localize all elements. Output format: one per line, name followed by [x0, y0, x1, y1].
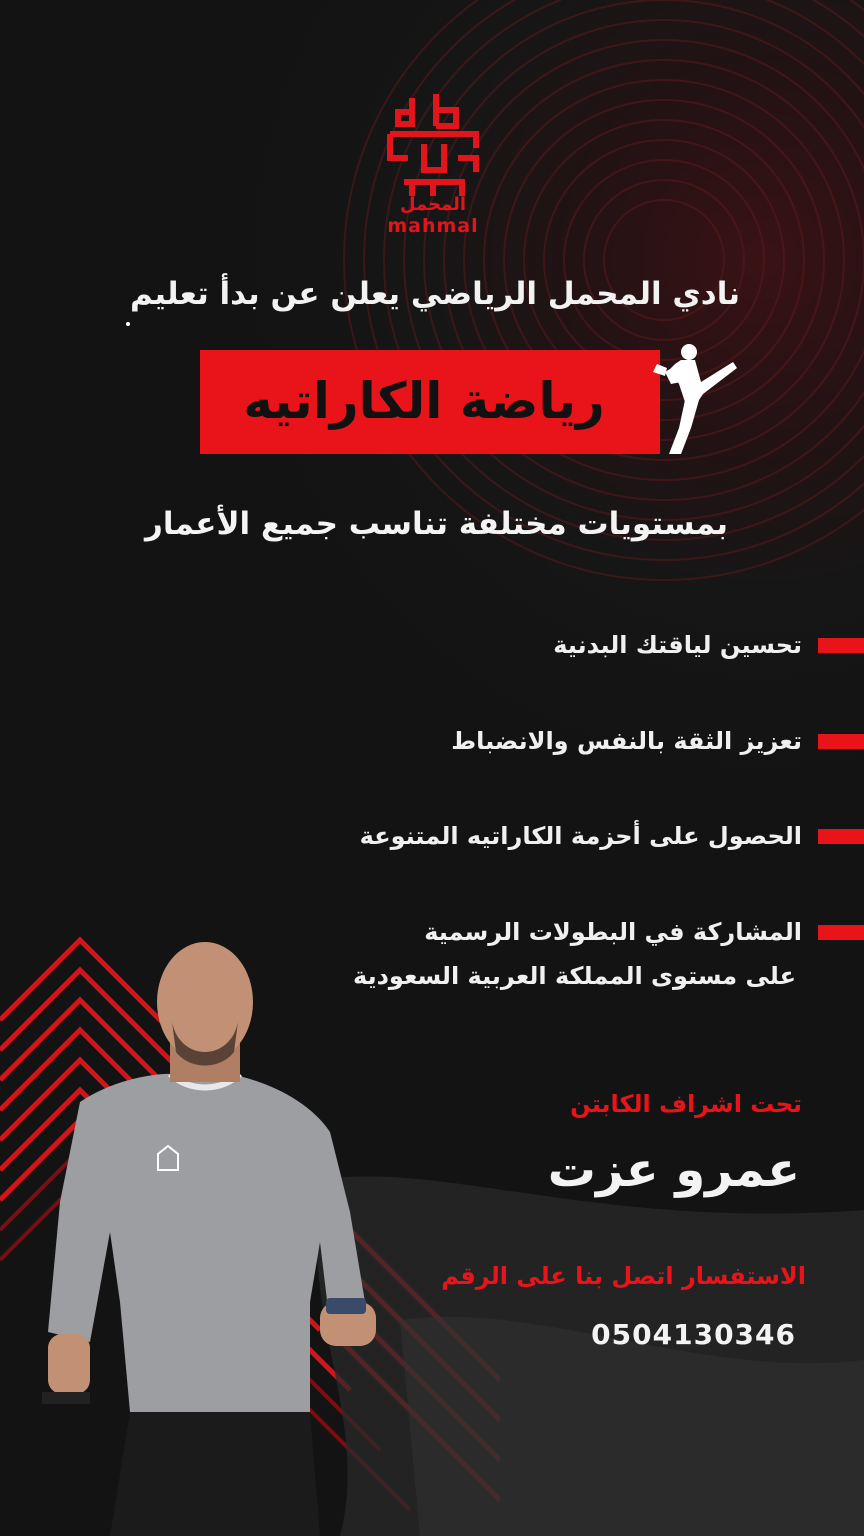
feature-item: [0, 815, 864, 857]
feature-text: تحسين لياقتك البدنية: [553, 631, 802, 659]
feature-item: [0, 624, 864, 666]
feature-text: الحصول على أحزمة الكاراتيه المتنوعة: [359, 822, 802, 850]
contact-label: الاستفسار اتصل بنا على الرقم: [441, 1262, 806, 1290]
feature-text: المشاركة في البطولات الرسمية: [424, 918, 802, 946]
coach-name: عمرو عزت: [547, 1142, 800, 1198]
supervision-label: تحت اشراف الكابتن: [570, 1090, 802, 1118]
banner-title: رياضة الكاراتيه: [243, 372, 605, 430]
background-rings: [284, 0, 864, 640]
subline: بمستويات مختلفة تناسب جميع الأعمار: [145, 506, 728, 542]
feature-bullet-bar: [818, 638, 864, 653]
feature-bullet-bar: [818, 829, 864, 844]
feature-item: [0, 720, 864, 762]
logo-english-text: mahmal: [387, 215, 479, 237]
headline-dot: [126, 322, 130, 326]
feature-text: تعزيز الثقة بالنفس والانضباط: [451, 727, 802, 755]
logo-arabic-text: المحمل: [399, 194, 467, 215]
feature-continuation: على مستوى المملكة العربية السعودية: [353, 962, 796, 990]
phone-number[interactable]: 0504130346: [591, 1318, 796, 1351]
headline: نادي المحمل الرياضي يعلن عن بدأ تعليم: [129, 276, 740, 312]
feature-bullet-bar: [818, 734, 864, 749]
coach-photo: [20, 942, 390, 1536]
karate-kick-silhouette-icon: [645, 338, 737, 456]
feature-bullet-bar: [818, 925, 864, 940]
